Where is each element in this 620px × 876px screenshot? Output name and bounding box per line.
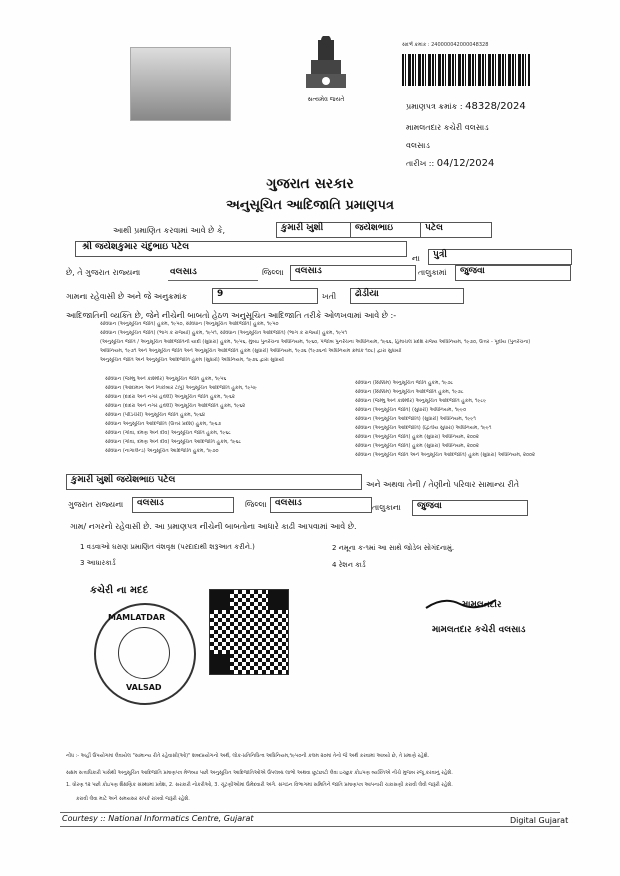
rule-item: સંવિધાન (આંદામાન અને નિકોબાર ટાપુ) અનુસૂચિત આદિજાતિ હુકમ, ૧૯૫૯ [105, 385, 257, 391]
official-seal [94, 603, 196, 705]
rule-item: સંવિધાન અનુસૂચિત આદિજાતિ (ઉત્તર પ્રદેશ) હુકમ, ૧૯૬૭ [105, 421, 222, 427]
rule-item: અનુસૂચિત જાતિ અને અનુસૂચિત આદિજાતિ હુકમ (સુધારો) અધિનિયમ, ૧૯૭૬ દ્વારા સુધાર્યા [100, 357, 284, 363]
caste-value: ઢોડીયા [350, 288, 464, 304]
barcode-text: સંદર્ભ ક્રમાંક : 240000042000048328 [402, 42, 489, 48]
rule-item: સંવિધાન (સિક્કિમ) અનુસૂચિત જાતિ હુકમ, ૧૯૭૮ [355, 380, 454, 386]
district-value-2: વલસાડ [290, 265, 416, 281]
cert-number-row: પ્રમાણપત્ર ક્રમાંક : 48328/2024 [406, 101, 526, 112]
name-surname-field: પટેલ [420, 222, 492, 238]
document-item: 2 નમૂના ક-૧માં આ સાથે જોડેલ સોગંદનામું. [332, 544, 455, 552]
rule-item: સંવિધાન (દાદરા અને નગર હવેલી) અનુસૂચિત આદિજાતિ હુકમ, ૧૯૬૨ [105, 403, 246, 409]
cert-number: 48328/2024 [465, 101, 526, 112]
state-text-2: ગુજરાત રાજ્યના [68, 500, 124, 509]
rule-item: સંવિધાન (જમ્મુ અને કાશ્મીર) અનુસૂચિત જાતિ હુકમ, ૧૯૫૬ [105, 376, 227, 382]
seal-bottom-text: VALSAD [126, 683, 162, 692]
rule-item: સંવિધાન (સિક્કિમ) અનુસૂચિત આદિજાતિ હુકમ, ૧૯૭૮ [355, 389, 464, 395]
rule-item: સંવિધાન (ગોવા, દમણ અને દીવ) અનુસૂચિત જાતિ હુકમ, ૧૯૬૮ [105, 430, 232, 436]
serial-number: 9 [212, 288, 318, 304]
rule-item: સંવિધાન (ગોવા, દમણ અને દીવ) અનુસૂચિત આદિજાતિ હુકમ, ૧૯૬૮ [105, 439, 242, 445]
rule-item: સંવિધાન (અનુસૂચિત આદિજાતિ) (સુધારો) અધિનિયમ, ૧૯૯૧ [355, 416, 476, 422]
date-label: તારીખ :: [406, 159, 435, 168]
rule-item: સંવિધાન (જમ્મુ અને કાશ્મીર) અનુસૂચિત આદિજાતિ હુકમ, ૧૯૮૯ [355, 398, 487, 404]
issuing-place: વલસાડ [406, 141, 430, 150]
state-text: છે, તે ગુજરાત રાજ્યના [66, 268, 141, 277]
note-2: સક્ષમ સત્તાધિકારી પાસેથી અનુસૂચિત આદિજાતિ પ્રમાણપત્ર મેળવ્યા પછી અનુસૂચિત આદિજાતિઓએ ઉપલબ્ધ લાભો અથવા છૂટછાટો લેવા ઇચ્છુક કોઇપણ વ્યક્તિએ નીચે મુજબ રજૂ કરવાનું રહેશે. [66, 770, 453, 776]
rule-item: સંવિધાન (અનુસૂચિત જાતિ) (સુધારો) અધિનિયમ, ૧૯૯૦ [355, 407, 467, 413]
note-1: નોંધ :- અહીં ઉપયોગમાં લેવાયેલ "સામાન્ય રીતે રહેવાસી(ઓ)" શબ્દપ્રયોગનો અર્થ, લોક-પ્રતિનિધિત્વ અધિનિયમ,૧૯૫૦ની કલમ ૨૦માં તેનો જે અર્થ કરવામાં આવ્યો છે, તે પ્રમાણે રહેશે. [66, 753, 430, 759]
document-item: 4 રેશન કાર્ડ [332, 561, 366, 569]
document-item: 1 વડવાઓ ઘરાણ પ્રમાણિત વંશવૃક્ષ (પરદાદાથી શરૂઆત કરીને.) [80, 543, 255, 551]
district-label: જિલ્લા [262, 268, 284, 277]
name-father-field: જયેશભાઇ [350, 222, 422, 238]
taluka-value: જુજવા [455, 265, 571, 281]
cert-number-label: પ્રમાણપત્ર ક્રમાંક [406, 102, 458, 111]
certify-text: આથી પ્રમાણિત કરવામાં આવે છે કે, [113, 226, 226, 235]
rule-item: સંવિધાન (અનુસૂચિત જાતિ અને અનુસૂચિત આદિજાતિ) હુકમ (સુધારા) અધિનિયમ, ૨૦૦૨ [355, 452, 535, 458]
rule-item: અધિનિયમ, ૧૯૭૧ અને અનુસૂચિત જાતિ અને અનુસૂચિત આદિજાતિ હુકમ (સુધારો) અધિનિયમ, ૧૯૭૬ (૧૯૭૬નો અધિનિયમ ક્રમાંક ૧૦૮) દ્વારા સુધાર્યા [100, 348, 402, 354]
district2-label: જિલ્લા [245, 500, 267, 509]
stamp-top-text: કચેરી ના મદદ [90, 585, 149, 596]
district-value-1: વલસાડ [170, 267, 197, 277]
note-3: 1. ધોરણ ૧૨ પછી કોઇપણ શૈક્ષણિક સંસ્થામાં પ્રવેશ, 2. સરકારી નોકરીઓ, 3. ચૂંટણીઓમાં ઉમેદવારી અંગે. સંગઠન વિભાગમાં સમિતિને જાતિ પ્રમાણપત્ર આપનારી ચકાસણી કરાવી લેવી જરૂરી રહેશે. [66, 782, 453, 788]
district2-value-2: વલસાડ [270, 497, 372, 513]
name-title-field: કુમારી ખુશી [276, 222, 352, 238]
rule-item: સંવિધાન (અનુસૂચિત જાતિ) હુકમ (સુધારા) અધિનિયમ, ૨૦૦૨ [355, 443, 479, 449]
qr-code [209, 589, 289, 675]
rules-top-list [100, 321, 560, 366]
intro-line: આદિજાતિની વ્યક્તિ છે, જેને નીચેની બાબતો હેઠળ અનુસૂચિત આદિજાતિ તરીકે ઓળખવામાં આવે છે :- [66, 311, 397, 320]
rule-item: (અનુસૂચિત જાતિ / અનુસૂચિત આદિજાતિની યાદી (સુધારા) હુકમ, ૧૯૫૬, મુંબઇ પુનર્રચના અધિનિયમ, ૧૯૬૦, પંજાબ પુનર્રચના અધિનિયમ, ૧૯૬૬, હિમાચલ પ્રદેશ રાજ્ય અધિનિયમ, ૧૯૭૦, ઉત્તર - પૂર્વીય (પુનર્રચના) [100, 339, 531, 345]
rule-item: સંવિધાન (અનુસૂચિત જાતિ) હુકમ, ૧૯૫૦, સંવિધાન (અનુસૂચિત આદિજાતિ) હુકમ, ૧૯૫૦ [100, 321, 279, 327]
issuing-office: મામલતદાર કચેરી વલસાડ [406, 123, 489, 132]
relation-field: પુત્રી [428, 249, 572, 265]
government-title: ગુજરાત સરકાર [266, 176, 354, 192]
family-text: અને અથવા તેની / તેણીનો પરિવાર સામાન્ય રીતે [366, 480, 520, 489]
na-label: ના [412, 254, 420, 263]
document-item: 3 આધારકાર્ડ [80, 559, 116, 567]
note-4: કરાવી લેવા માટે અને સમયસર સંપર્ક રાખવો જરૂરી રહેશે. [76, 796, 190, 802]
footer-courtesy: Courtesy :: National Informatics Centre, Gujarat [62, 814, 254, 823]
barcode [402, 54, 530, 86]
residence-text: ગામના રહેવાસી છે અને જે અનુક્રમાંક [66, 292, 188, 301]
date-row [406, 158, 494, 169]
rules-right-list [355, 380, 570, 461]
rule-item: સંવિધાન (અનુસૂચિત આદિજાતિ) (દ્વિતીય સુધારા) અધિનિયમ, ૧૯૯૧ [355, 425, 492, 431]
rule-item: સંવિધાન (અનુસૂચિત જાતિ) હુકમ (સુધારા) અધિનિયમ, ૨૦૦૨ [355, 434, 479, 440]
district2-value-1: વલસાડ [132, 497, 234, 513]
taluka-label: તાલુકામાં [418, 268, 447, 277]
rule-item: સંવિધાન (પોંડિચેરી) અનુસૂચિત જાતિ હુકમ, ૧૯૬૪ [105, 412, 206, 418]
village-text: ગામ/ નગરનો રહેવાસી છે. આ પ્રમાણપત્ર નીચેની બાબતોના આધારે કાઢી આપવામાં આવે છે. [70, 522, 357, 531]
emblem-caption: સત્યમેવ જયતે [307, 96, 345, 103]
state-emblem [296, 36, 356, 102]
issue-date: 04/12/2024 [436, 158, 495, 169]
parent-name-field: શ્રી જયેશકુમાર ચંદુભાઇ પટેલ [75, 241, 407, 257]
taluka2-value: જુજવા [412, 500, 528, 516]
certificate-title: અનુસૂચિત આદિજાતિ પ્રમાણપત્ર [226, 198, 394, 213]
rule-item: સંવિધાન (નાગાલેન્ડ) અનુસૂચિત આદિજાતિ હુકમ, ૧૯૭૦ [105, 448, 219, 454]
rule-item: સંવિધાન (અનુસૂચિત જાતિ) (ભાગ ક રાજ્યો) હુકમ, ૧૯૫૧, સંવિધાન (અનુસૂચિત આદિજાતિ) (ભાગ ક રાજ્યો) હુકમ, ૧૯૫૧ [100, 330, 347, 336]
applicant-photo [130, 47, 231, 121]
footer-brand: Digital Gujarat [510, 816, 569, 825]
taluka2-label: તાલુકાના [372, 503, 401, 512]
rule-item: સંવિધાન (દાદરા અને નગર હવેલી) અનુસૂચિત જાતિ હુકમ, ૧૯૬૨ [105, 394, 235, 400]
rules-left-list [105, 376, 325, 457]
caste-label: ખતી [322, 292, 337, 301]
signature-office: મામલતદાર કચેરી વલસાડ [432, 625, 526, 635]
applicant-name-field: કુમારી ખુશી જયેશભાઇ પટેલ [66, 474, 362, 490]
seal-text: MAMLATDAR [108, 613, 166, 622]
signature-title: મામલતદાર [462, 600, 502, 610]
